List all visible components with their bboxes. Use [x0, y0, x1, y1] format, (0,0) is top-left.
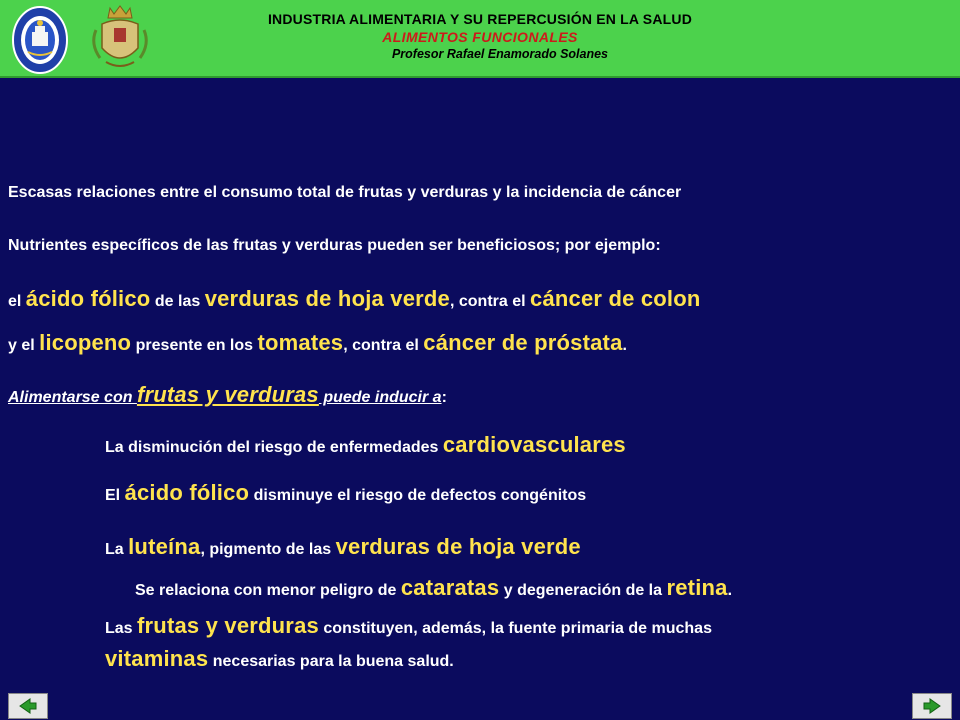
text-segment: el: [8, 293, 26, 310]
previous-slide-button[interactable]: [8, 693, 48, 719]
header-subtitle: ALIMENTOS FUNCIONALES: [382, 29, 578, 45]
highlight-frutas-verduras: frutas y verduras: [136, 382, 319, 407]
text-line-9: [135, 575, 732, 601]
text-line-3: [8, 286, 701, 312]
text-segment: de las: [150, 293, 205, 310]
slide-header: [0, 0, 960, 78]
text-segment: , contra el: [449, 293, 531, 310]
text-segment: La disminución del riesgo de enfermedades: [105, 439, 443, 456]
highlight-cancer-colon: cáncer de colon: [530, 286, 701, 311]
university-seal-icon: [12, 6, 68, 74]
text-line-4: [8, 330, 627, 356]
text-segment: necesarias para la buena salud.: [208, 653, 454, 670]
text-segment: El: [105, 487, 125, 504]
arrow-right-icon: [921, 697, 943, 715]
highlight-tomates: tomates: [257, 330, 344, 355]
text-line-8: [105, 534, 581, 560]
text-segment: , contra el: [343, 337, 424, 354]
highlight-verduras-hoja-verde: verduras de hoja verde: [204, 286, 450, 311]
text-segment: , pigmento de las: [200, 541, 336, 558]
text-segment: Alimentarse con: [8, 389, 137, 406]
text-line-11: [105, 646, 454, 672]
highlight-luteina: luteína: [128, 534, 201, 559]
text-segment: :: [441, 389, 447, 406]
next-slide-button[interactable]: [912, 693, 952, 719]
highlight-retina: retina: [666, 575, 728, 600]
text-line-10: [105, 613, 712, 639]
highlight-cataratas: cataratas: [400, 575, 500, 600]
royal-crest-icon: [88, 4, 152, 74]
highlight-cardiovasculares: cardiovasculares: [442, 432, 626, 457]
header-title: INDUSTRIA ALIMENTARIA Y SU REPERCUSIÓN EN LA SALUD: [267, 11, 693, 27]
header-professor: Profesor Rafael Enamorado Solanes: [391, 47, 609, 61]
highlight-acido-folico: ácido fólico: [25, 286, 151, 311]
highlight-acido-folico-2: ácido fólico: [124, 480, 250, 505]
arrow-left-icon: [17, 697, 39, 715]
text-line-1: Escasas relaciones entre el consumo total de frutas y verduras y la incidencia de cáncer: [8, 184, 682, 201]
text-segment: .: [622, 337, 627, 354]
text-segment: .: [727, 582, 733, 599]
text-line-6: [105, 432, 626, 458]
text-line-2: Nutrientes específicos de las frutas y verduras pueden ser beneficiosos; por ejemplo:: [8, 237, 661, 254]
text-segment: y degeneración de la: [499, 582, 667, 599]
text-line-7: [105, 480, 586, 506]
text-segment: La: [105, 541, 129, 558]
highlight-licopeno: licopeno: [39, 330, 132, 355]
text-segment: Se relaciona con menor peligro de: [135, 582, 401, 599]
highlight-vitaminas: vitaminas: [105, 646, 209, 671]
highlight-cancer-prostata: cáncer de próstata: [423, 330, 623, 355]
text-segment: puede inducir a: [318, 389, 442, 406]
highlight-verduras-hoja-verde-2: verduras de hoja verde: [335, 534, 581, 559]
text-segment: y el: [8, 337, 40, 354]
text-line-5: [8, 382, 447, 408]
text-segment: constituyen, además, la fuente primaria de muchas: [318, 620, 712, 637]
text-segment: Las: [105, 620, 138, 637]
text-segment: disminuye el riesgo de defectos congénitos: [249, 487, 587, 504]
highlight-frutas-verduras-2: frutas y verduras: [137, 613, 319, 638]
text-segment: presente en los: [131, 337, 258, 354]
